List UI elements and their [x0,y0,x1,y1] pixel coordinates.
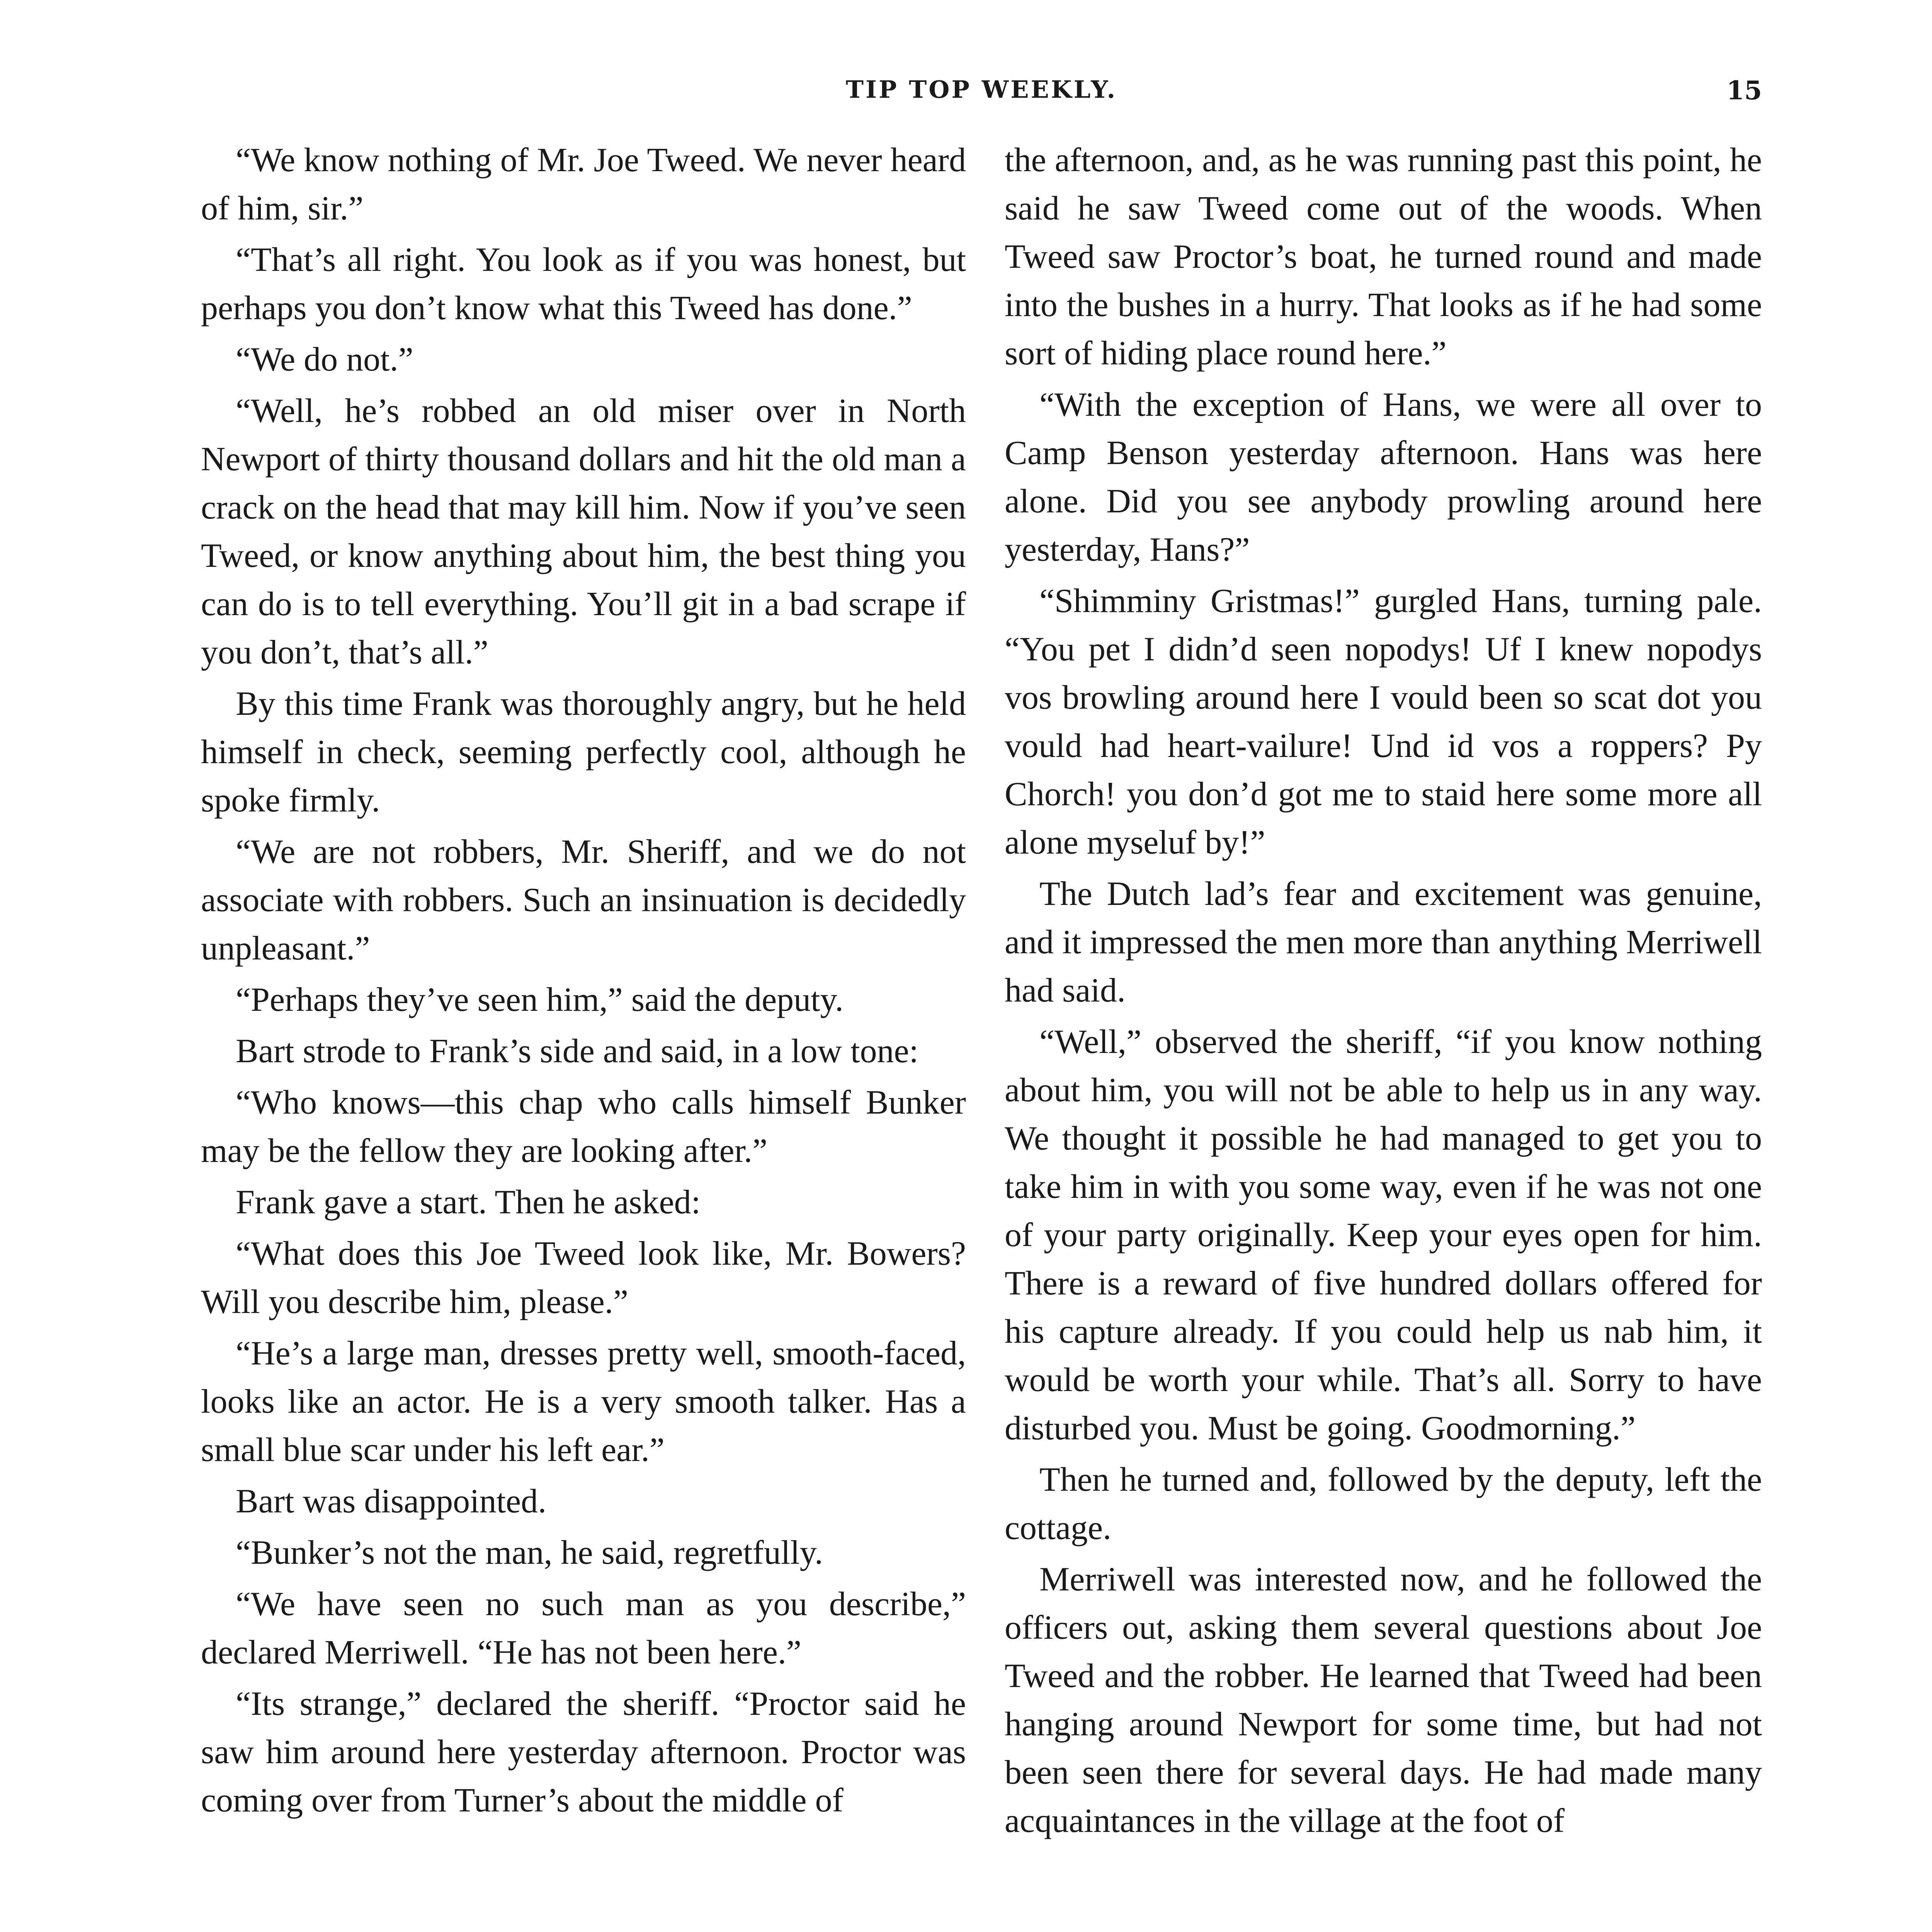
paragraph: Bart strode to Frank’s side and said, in a low tone: [236,1032,919,1070]
paragraph: “What does this Joe Tweed look like, Mr. Bowers? Will you describe him, please.” [201,1235,966,1321]
paragraph: “We are not robbers, Mr. Sheriff, and we do not associate with robbers. Such an insinuation is decidedly unpleasant.” [201,833,966,967]
paragraph: Frank gave a start. Then he asked: [236,1184,701,1221]
left-text-column [201,136,966,1932]
paragraph: “He’s a large man, dresses pretty well, smooth-faced, looks like an actor. He is a very smooth talker. Has a small blue scar under his left ear.” [201,1335,966,1469]
paragraph: Bart was disappointed. [236,1483,547,1520]
page-header [201,75,1762,118]
paragraph: “Shimminy Gristmas!” gurgled Hans, turning pale. “You pet I didn’d seen nopodys! Uf I knew nopodys vos browling around here I vould been so scat dot you vould had heart-vailure! Und id vos a roppers? Py Chorch! you don’d got me to staid here some more all alone myseluf by!” [1005,582,1762,861]
paragraph: “We do not.” [236,341,413,378]
paragraph: “We know nothing of Mr. Joe Tweed. We never heard of him, sir.” [201,141,966,227]
paragraph: “Who knows—this chap who calls himself Bunker may be the fellow they are looking after.” [201,1084,966,1170]
page-number: 15 [1726,75,1762,105]
paragraph: “With the exception of Hans, we were all over to Camp Benson yesterday afternoon. Hans was here alone. Did you see anybody prowling around here yesterday, Hans?” [1005,386,1762,568]
paragraph: The Dutch lad’s fear and excitement was genuine, and it impressed the men more than anything Merriwell had said. [1005,875,1762,1009]
paragraph: the afternoon, and, as he was running past this point, he said he saw Tweed come out of the woods. When Tweed saw Proctor’s boat, he turned round and made into the bushes in a hurry. That looks as if he had some sort of hiding place round here.” [1005,141,1762,372]
paragraph: “Bunker’s not the man, he said, regretfully. [236,1534,823,1571]
right-text-column [1005,136,1762,1932]
paragraph: Then he turned and, followed by the deputy, left the cottage. [1005,1461,1762,1547]
paragraph: “Perhaps they’ve seen him,” said the deputy. [236,981,844,1019]
paragraph: “Its strange,” declared the sheriff. “Proctor said he saw him around here yesterday afternoon. Proctor was coming over from Turner’s about the middle of [201,1685,966,1819]
running-title: TIP TOP WEEKLY. [845,75,1117,104]
paragraph: “We have seen no such man as you describe,” declared Merriwell. “He has not been here.” [201,1585,966,1671]
paragraph: By this time Frank was thoroughly angry, but he held himself in check, seeming perfectly cool, although he spoke firmly. [201,685,966,819]
paragraph: Merriwell was interested now, and he followed the officers out, asking them several questions about Joe Tweed and the robber. He learned that Tweed had been hanging around Newport for some time, but had not been seen there for several days. He had made many acquaintances in the village at the foot of [1005,1561,1762,1840]
paragraph: “That’s all right. You look as if you was honest, but perhaps you don’t know what this Tweed has done.” [201,241,966,327]
paragraph: “Well, he’s robbed an old miser over in North Newport of thirty thousand dollars and hit the old man a crack on the head that may kill him. Now if you’ve seen Tweed, or know anything about him, the best thing you can do is to tell everything. You’ll git in a bad scrape if you don’t, that’s all.” [201,392,966,671]
paragraph: “Well,” observed the sheriff, “if you know nothing about him, you will not be able to help us in any way. We thought it possible he had managed to get you to take him in with you some way, even if he was not one of your party originally. Keep your eyes open for him. There is a reward of five hundred dollars offered for his capture already. If you could help us nab him, it would be worth your while. That’s all. Sorry to have disturbed you. Must be going. Goodmorning.” [1005,1023,1762,1447]
